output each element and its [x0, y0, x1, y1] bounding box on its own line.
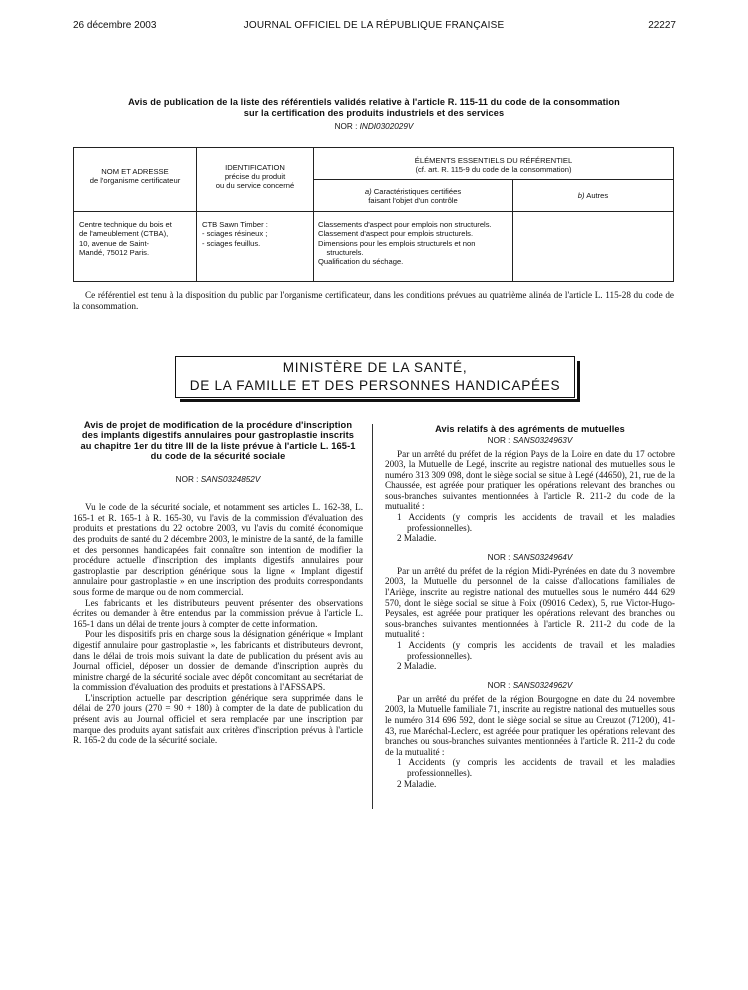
left-column — [73, 420, 363, 746]
notice-title-line2: sur la certification des produits industriels et des services — [243, 107, 505, 118]
notice-footer: Ce référentiel est tenu à la disposition du public par l'organisme certificateur, dans les conditions prévues au quatrième alinéa de l'article L. 115-28 du code de la consommation. — [73, 290, 674, 311]
column-divider — [372, 424, 373, 809]
right-nor: NOR : SANS0324964V — [487, 552, 573, 562]
notice-nor — [0, 122, 748, 131]
list-item: 1 Accidents (y compris les accidents de travail et les maladies professionnelles). — [397, 512, 675, 533]
right-nor: NOR : SANS0324962V — [487, 680, 573, 690]
cell-others — [513, 212, 674, 282]
left-paragraph: Les fabricants et les distributeurs peuvent présenter des observations écrites ou demander à être entendus par la commission prévue à l'article L. 165-1 dans un délai de trente jours à compter de cette information. — [73, 597, 363, 629]
subheader-a: a) Caractéristiques certifiées faisant l'objet d'un contrôle — [314, 180, 513, 212]
right-column — [385, 424, 675, 789]
mutuelle-notice: Par un arrêté du préfet de la région Bourgogne en date du 24 novembre 2003, la Mutuelle familiale 71, inscrite au registre national des mutuelles sous le numéro 314 696 592, dont le siège social se situe au Creuzot (71200), 41-43, rue Maréchal-Leclerc, est agréée pour pratiquer les opérations relevant des branches ou sous-branches suivantes mentionnées à l'article R. 211-2 du code de la mutualité : 1 Accidents (y compris les accidents de travail et les maladies professionnelles). 2 Maladie. — [385, 693, 675, 789]
left-nor: NOR : SANS0324852V — [175, 475, 261, 485]
left-paragraph: Pour les dispositifs pris en charge sous la désignation générique « Implant digestif annulaire pour gastroplastie », les fabricants et distributeurs devront, dans le délai de trois mois suivant la date de publication du présent avis au Journal officiel, déposer un dossier de demande d'inscription auprès du ministre chargé de la sécurité sociale avec dépôt concomitant au secrétariat de la commission d'évaluation des produits et prestations à l'AFSSAPS. — [73, 629, 363, 693]
ministry-heading — [175, 356, 575, 398]
col-header-identification: IDENTIFICATION précise du produit ou du service concerné — [197, 148, 314, 212]
header-journal-title: JOURNAL OFFICIEL DE LA RÉPUBLIQUE FRANÇAISE — [243, 20, 505, 31]
right-nor: NOR : SANS0324963V — [487, 435, 573, 445]
nor-label: NOR : — [334, 122, 358, 131]
mutuelle-notice: Par un arrêté du préfet de la région Pays de la Loire en date du 17 octobre 2003, la Mutuelle de Legé, inscrite au registre national des mutuelles sous le numéro 313 309 098, dont le siège social se situe à Legé (44650), 21, rue de la Chaussée, est agréée pour pratiquer les opérations relevant des branches ou sous-branches suivantes mentionnées à l'article R. 211-2 du code de la mutualité : 1 Accidents (y compris les accidents de travail et les maladies professionnelles). 2 Maladie. — [385, 448, 675, 544]
header-page-number: 22227 — [648, 20, 676, 31]
left-body — [73, 502, 363, 746]
notice-title-line1: Avis de publication de la liste des référentiels validés relative à l'article R. 115-11 du code de la consommation — [128, 97, 620, 107]
col-header-elements: ÉLÉMENTS ESSENTIELS DU RÉFÉRENTIEL (cf. art. R. 115-9 du code de la consommation) — [314, 148, 674, 180]
list-item: 2 Maladie. — [397, 778, 437, 789]
left-paragraph: Vu le code de la sécurité sociale, et notamment ses articles L. 162-38, L. 165-1 et R. 165-1 à R. 165-30, vu l'avis de la commission d'évaluation des produits et prestations du 22 octobre 2003, vu l'avis du comité économique des produits de santé du 2 décembre 2003, le ministre de la santé, de la famille et des personnes handicapées fait connaître son intention de modifier la procédure actuelle d'inscription des implants digestifs annulaires pour gastroplastie par description générique sous la ligne « Implant digestif annulaire pour gastroplastie » en une inscription des produits correspondants sous forme de marque ou de nom commercial. — [73, 502, 363, 597]
ministry-line1: MINISTÈRE DE LA SANTÉ, — [282, 360, 468, 375]
referential-table — [73, 147, 674, 282]
list-item: 1 Accidents (y compris les accidents de travail et les maladies professionnelles). — [397, 640, 675, 661]
list-item: 2 Maladie. — [397, 533, 437, 544]
mutuelle-notice: Par un arrêté du préfet de la région Midi-Pyrénées en date du 3 novembre 2003, la Mutuelle du personnel de la caisse d'allocations familiales de l'Ariège, inscrite au registre national des mutuelles sous le numéro 444 629 570, dont le siège social se situe à Foix (09016 Cedex), 5, rue Victor-Hugo-Peysales, est agréée pour pratiquer les opérations relevant des branches ou sous-branches suivantes mentionnées à l'article R. 211-2 du code de la mutualité : 1 Accidents (y compris les accidents de travail et les maladies professionnelles). 2 Maladie. — [385, 565, 675, 672]
list-item: 2 Maladie. — [397, 661, 437, 672]
subheader-b: b) Autres — [513, 180, 674, 212]
header-date: 26 décembre 2003 — [73, 20, 157, 31]
right-notice-title: Avis relatifs à des agréments de mutuelles — [435, 424, 625, 434]
list-item: 1 Accidents (y compris les accidents de travail et les maladies professionnelles). — [397, 757, 675, 778]
nor-code: INDI0302029V — [359, 122, 414, 131]
ministry-line2: DE LA FAMILLE ET DES PERSONNES HANDICAPÉES — [189, 378, 561, 393]
cell-organisme: Centre technique du bois et de l'ameublement (CTBA), 10, avenue de Saint- Mandé, 75012 Paris. — [74, 212, 197, 282]
col-header-organisme: NOM ET ADRESSE de l'organisme certificateur — [74, 148, 197, 212]
cell-product: CTB Sawn Timber : - sciages résineux ; - sciages feuillus. — [197, 212, 314, 282]
cell-characteristics: Classements d'aspect pour emplois non structurels. Classement d'aspect pour emplois structurels. Dimensions pour les emplois structurels et non structurels. Qualification du séchage. — [314, 212, 513, 282]
notice-title — [60, 97, 688, 118]
left-paragraph: L'inscription actuelle par description générique sera supprimée dans le délai de 270 jours (270 = 90 + 180) à compter de la date de publication du présent avis au Journal officiel et sera remplacée par une inscription par marque des produits ayant satisfait aux critères d'inscription prévus à l'article R. 165-2 du code de la sécurité sociale. — [73, 692, 363, 746]
left-notice-title: Avis de projet de modification de la procédure d'inscription des implants digestifs annulaires pour gastroplastie inscrits au chapitre 1er du titre III de la liste prévue à l'article L. 165-1 du code de la sécurité sociale — [80, 420, 356, 461]
